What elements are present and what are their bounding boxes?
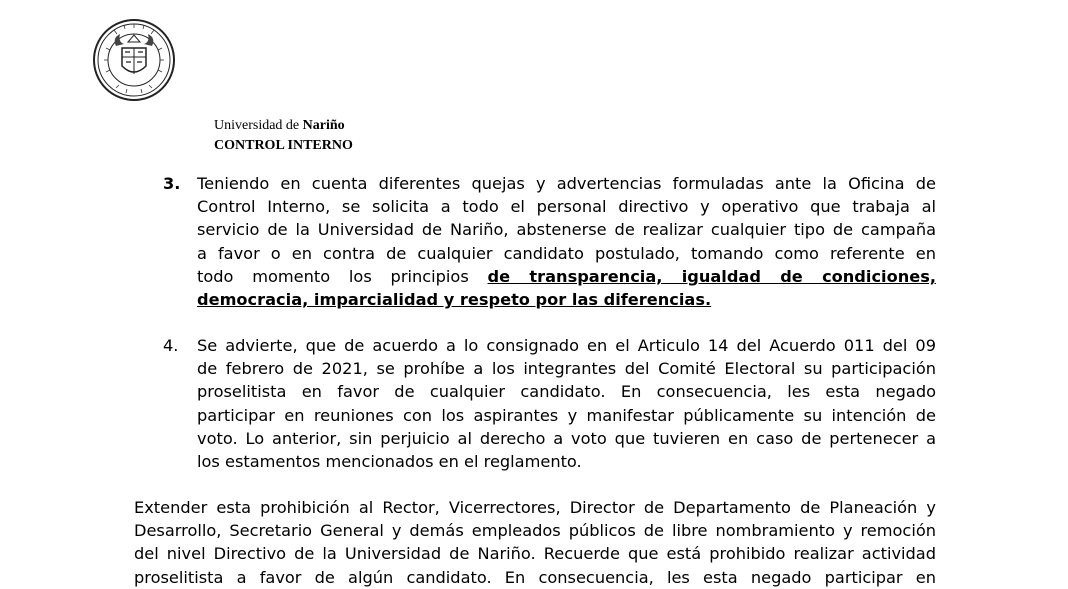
highlighted-principles-cont: democracia, imparcialidad y respeto por las diferencias.	[197, 289, 712, 309]
item-number: 4.	[163, 336, 179, 355]
text-line: los estamentos mencionados en el reglamento.	[197, 451, 582, 471]
highlighted-principles: de transparencia, igualdad de condiciones,	[487, 266, 936, 286]
list-item-3	[163, 172, 936, 311]
text-line: Se advierte, que de acuerdo a lo consignado en el Articulo 14 del Acuerdo 011 del 09	[197, 336, 936, 355]
list-item-4	[163, 334, 936, 473]
text-line: Desarrollo, Secretario General y demás empleados públicos de libre nombramiento y remoción	[134, 521, 936, 541]
text-line	[197, 288, 936, 311]
text-line: Teniendo en cuenta diferentes quejas y advertencias formuladas ante la Oficina de	[197, 174, 936, 193]
text-line: participar en reuniones con los aspirantes y manifestar públicamente su intención de	[197, 405, 936, 425]
text-line: servicio de la Universidad de Nariño, abstenerse de realizar cualquier tipo de campaña	[197, 220, 936, 240]
item-3-text	[197, 172, 936, 311]
text-line: del nivel Directivo de la Universidad de Nariño. Recuerde que está prohibido realizar actividad	[134, 544, 936, 564]
text-line: todo momento los principios de transparencia, igualdad de condiciones,	[197, 266, 936, 286]
text-line: Extender esta prohibición al Rector, Vicerrectores, Director de Departamento de Planeación y	[134, 498, 936, 517]
university-name: Universidad de Nariño	[214, 118, 345, 133]
text-line: a favor o en contra de cualquier candidato postulado, tomando como referente en	[197, 243, 936, 263]
item-4-text	[197, 334, 936, 473]
text-line: proselitista a favor de algún candidato. En consecuencia, les esta negado participar en	[134, 567, 936, 587]
text-line: de febrero de 2021, se prohíbe a los integrantes del Comité Electoral su participación	[197, 359, 936, 379]
text-line: Control Interno, se solicita a todo el personal directivo y operativo que trabaja al	[197, 197, 936, 217]
university-seal-icon	[92, 18, 176, 102]
closing-paragraph	[134, 496, 936, 589]
item-number: 3.	[163, 174, 181, 193]
text-line: proselitista en favor de cualquier candidato. En consecuencia, les esta negado	[197, 382, 936, 402]
office-name: CONTROL INTERNO	[214, 138, 353, 153]
document-header	[214, 116, 353, 156]
text-line: voto. Lo anterior, sin perjuicio al derecho a voto que tuvieren en caso de pertenecer a	[197, 428, 936, 448]
